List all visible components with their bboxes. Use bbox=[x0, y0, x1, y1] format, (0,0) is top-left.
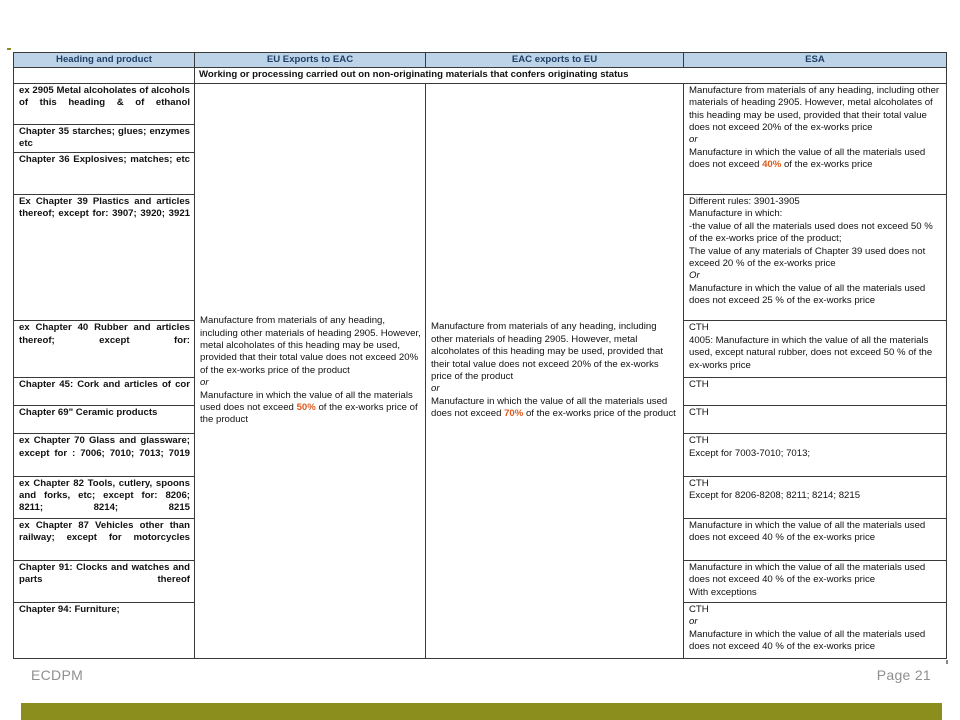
product-cell: Chapter 36 Explosives; matches; etc bbox=[14, 152, 195, 194]
esa-rule-ch94: CTH or Manufacture in which the value of all the materials used does not exceed 40 % of the ex-works price bbox=[684, 602, 947, 658]
product-cell: Ex Chapter 39 Plastics and articles thereof; except for: 3907; 3920; 3921 bbox=[14, 195, 195, 321]
eac-to-eu-rule bbox=[426, 83, 684, 658]
product-cell: Chapter 94: Furniture; bbox=[14, 602, 195, 658]
page-number: Page 21 bbox=[876, 667, 931, 683]
product-cell: Chapter 35 starches; glues; enzymes etc bbox=[14, 124, 195, 152]
eu-to-eac-rule bbox=[195, 83, 426, 658]
eac-rule-or: or bbox=[431, 383, 440, 395]
footer-org: ECDPM bbox=[31, 667, 84, 683]
table-edge-mark bbox=[946, 660, 948, 664]
footer-bar bbox=[21, 703, 942, 720]
esa-rule-ch70: CTH Except for 7003-7010; 7013; bbox=[684, 434, 947, 476]
product-cell: ex Chapter 40 Rubber and articles thereof; except for: bbox=[14, 321, 195, 378]
subheader-spacer bbox=[14, 68, 195, 83]
eu-rule-highlight: 50% bbox=[296, 401, 316, 413]
esa-rule-2905: Manufacture from materials of any heading, including other materials of heading 2905. However, metal alcoholates of this heading may be used, provided that their total value does not exceed 20% of the ex-works price or Manufacture in which the value of all the materials used does not exceed 40% of the ex-works price bbox=[684, 83, 947, 194]
product-cell: Chapter 45: Cork and articles of cor bbox=[14, 378, 195, 406]
esa-rule-ch91: Manufacture in which the value of all the materials used does not exceed 40 % of the ex-works price With exceptions bbox=[684, 560, 947, 602]
subheader-row bbox=[14, 68, 947, 83]
esa-rule-ch82: CTH Except for 8206-8208; 8211; 8214; 8215 bbox=[684, 476, 947, 518]
eu-rule-text-2: Manufacture in which the value of all the materials used does not exceed 50% of the ex-works price of the product bbox=[200, 389, 418, 426]
esa-rule-ch87: Manufacture in which the value of all the materials used does not exceed 40 % of the ex-works price bbox=[684, 518, 947, 560]
header-eac-exports: EAC exports to EU bbox=[426, 53, 684, 68]
esa-rule-highlight: 40% bbox=[762, 159, 782, 171]
table-header-row bbox=[14, 53, 947, 68]
header-heading-product: Heading and product bbox=[14, 53, 195, 68]
product-cell: ex Chapter 82 Tools, cutlery, spoons and forks, etc; except for: 8206; 8211; 8214; 8215 bbox=[14, 476, 195, 518]
esa-rule-ch39: Different rules: 3901-3905 Manufacture in which: -the value of all the materials used does not exceed 50 % of the ex-works price of the product; The value of any materials of Chapter 39 used does not exceed 20 % of the ex-works price Or Manufacture in which the value of all the materials used does not exceed 25 % of the ex-works price bbox=[684, 195, 947, 321]
corner-mark bbox=[7, 48, 11, 50]
product-cell: ex Chapter 87 Vehicles other than railway; except for motorcycles bbox=[14, 518, 195, 560]
esa-rule-ch69: CTH bbox=[684, 406, 947, 434]
header-eu-exports: EU Exports to EAC bbox=[195, 53, 426, 68]
esa-rule-ch40: CTH 4005: Manufacture in which the value of all the materials used, except natural rubber, does not exceed 50 % of the ex-works price bbox=[684, 321, 947, 378]
rules-of-origin-table bbox=[13, 52, 947, 659]
eac-rule-text-1: Manufacture from materials of any heading, including other materials of heading 2905. However, metal alcoholates of this heading may be used, provided that their total value does not exceed 20% of the ex-works price of the product bbox=[431, 321, 664, 382]
esa-rule-ch45: CTH bbox=[684, 378, 947, 406]
product-cell: ex Chapter 70 Glass and glassware; except for : 7006; 7010; 7013; 7019 bbox=[14, 434, 195, 476]
eac-rule-text-2: Manufacture in which the value of all the materials used does not exceed 70% of the ex-works price of the product bbox=[431, 395, 676, 420]
eu-rule-or: or bbox=[200, 377, 209, 389]
product-cell: Chapter 69" Ceramic products bbox=[14, 406, 195, 434]
subheader-text: Working or processing carried out on non-originating materials that confers originating status bbox=[195, 68, 947, 83]
eu-rule-text-1: Manufacture from materials of any heading, including other materials of heading 2905. However, metal alcoholates of this heading may be used, provided that their total value does not exceed 20% of the ex-works price of the product bbox=[200, 315, 421, 376]
product-cell: ex 2905 Metal alcoholates of alcohols of this heading & of ethanol bbox=[14, 83, 195, 124]
table-row bbox=[14, 83, 947, 124]
product-cell: Chapter 91: Clocks and watches and parts thereof bbox=[14, 560, 195, 602]
header-esa: ESA bbox=[684, 53, 947, 68]
eac-rule-highlight: 70% bbox=[504, 408, 524, 420]
